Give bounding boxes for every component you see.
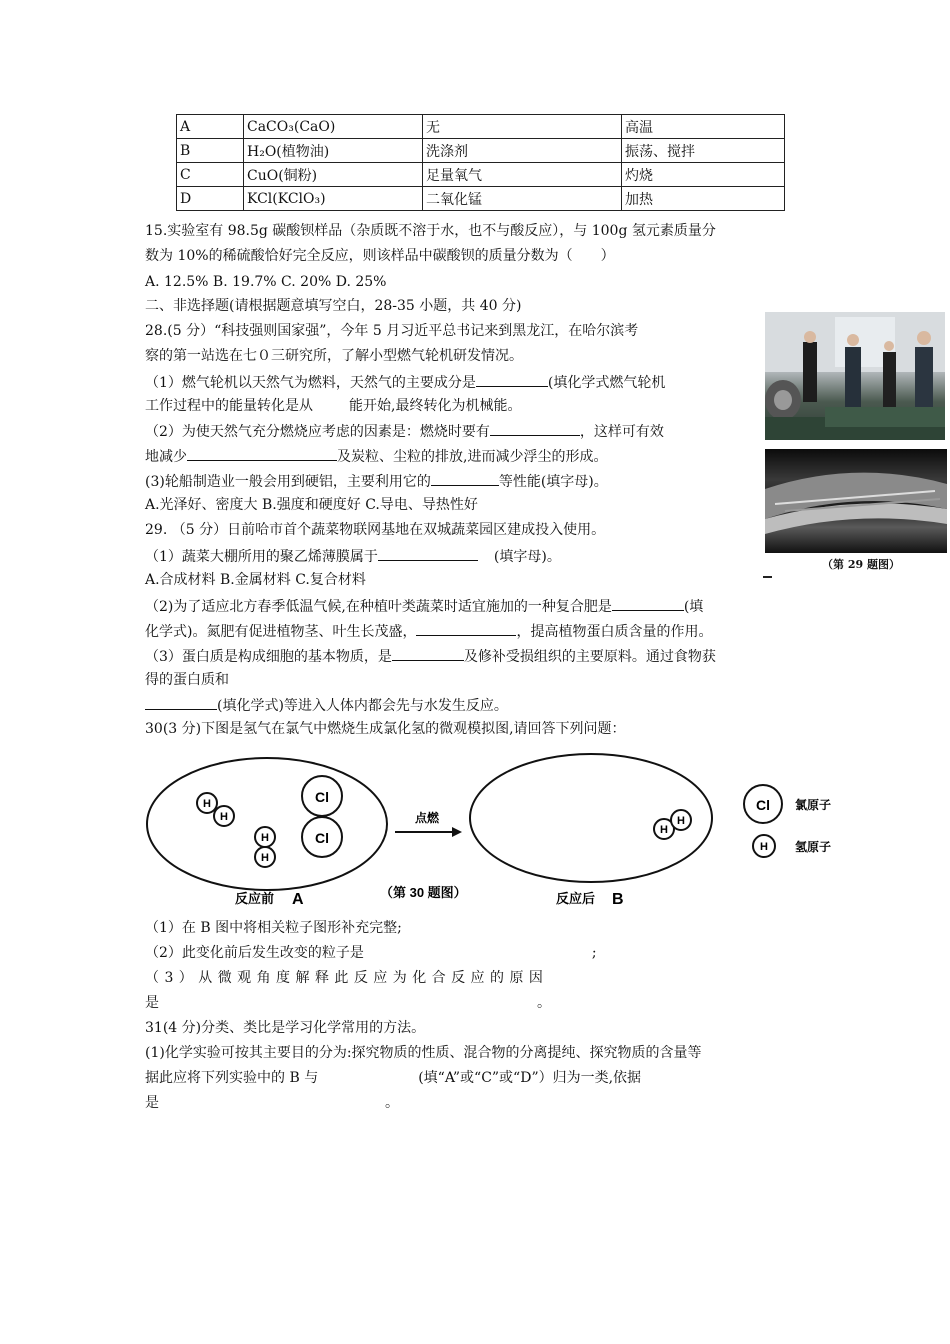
option-cell: 振荡、搅拌 <box>622 139 785 163</box>
q29-blank-1[interactable] <box>378 546 478 561</box>
option-cell: 无 <box>423 115 622 139</box>
q28-p1-text: （1）燃气轮机以天然气为燃料，天然气的主要成分是 <box>145 375 476 391</box>
q28-p3-tail: 等性能(填字母)。 <box>498 474 608 490</box>
option-cell: H₂O(植物油) <box>244 139 423 163</box>
q30-sub2 <box>145 944 597 962</box>
q28-p1-tail: (填化学式燃气轮机 <box>547 375 666 391</box>
q28-photo <box>765 312 945 440</box>
q30-sub1: （1）在 B 图中将相关粒子图形补充完整; <box>145 920 402 936</box>
q28-part1 <box>145 372 665 392</box>
greenhouse-scene <box>765 449 947 553</box>
q28-part2 <box>145 421 664 441</box>
q29-caption: （第 29 题图） <box>822 558 900 571</box>
option-letter: A <box>177 115 244 139</box>
q29-p1-tail: (填字母)。 <box>493 549 561 565</box>
option-cell: 二氧化锰 <box>423 187 622 211</box>
q29-l5-text: 化学式)。氮肥有促进植物茎、叶生长茂盛， <box>145 624 417 640</box>
h-atom-label: H <box>660 824 668 836</box>
h2-molecule-1 <box>197 793 234 826</box>
options-row <box>177 139 785 163</box>
section-heading: 二、非选择题(请根据题意填写空白，28-35 小题，共 40 分) <box>145 298 522 314</box>
before-label: 反应前 <box>235 891 275 906</box>
q29-l8-text: (填化学式)等进入人体内都会先与水发生反应。 <box>217 698 508 714</box>
option-letter: D <box>177 187 244 211</box>
q28-line6 <box>145 446 607 466</box>
q28-blank-3[interactable] <box>490 421 580 436</box>
q30-diagram <box>140 746 860 916</box>
q29-p2-text: （2)为了适应北方春季低温气候,在种植叶类蔬菜时适宜施加的一种复合肥是 <box>145 599 612 615</box>
h-atom-label: H <box>203 798 211 810</box>
arrow-head <box>452 827 462 837</box>
q29-p3-tail: 及修补受损组织的主要原料。通过食物获 <box>463 649 716 665</box>
q29-blank-4[interactable] <box>392 646 464 661</box>
legend-cl-symbol: Cl <box>756 797 770 813</box>
option-cell: 高温 <box>622 115 785 139</box>
options-table <box>176 114 785 211</box>
q31-l3-tail: (填“A”或“C”或“D”）归为一类,依据 <box>418 1070 642 1086</box>
q28-line2: 察的第一站选在七０三研究所，了解小型燃气轮机研发情况。 <box>145 348 523 364</box>
q30-caption: （第 30 题图） <box>380 885 467 900</box>
legend <box>744 785 831 857</box>
q31-l4-tail: 。 <box>385 1095 399 1111</box>
q29-line5 <box>145 621 712 641</box>
q29-p1-text: （1）蔬菜大棚所用的聚乙烯薄膜属于 <box>145 549 378 565</box>
q29-blank-2[interactable] <box>612 596 684 611</box>
q29-part3 <box>145 646 716 666</box>
q31-line1: 31(4 分)分类、类比是学习化学常用的方法。 <box>145 1020 426 1036</box>
q28-blank-1[interactable] <box>476 372 548 387</box>
q28-part3 <box>145 471 608 491</box>
q31-l4-text: 是 <box>145 1095 159 1111</box>
option-cell: 足量氧气 <box>423 163 622 187</box>
q15-line1: 15.实验室有 98.5g 碳酸钡样品（杂质既不溶于水，也不与酸反应），与 100g 氢元素质量分 <box>145 223 716 239</box>
q29-p2-tail: (填 <box>683 599 704 615</box>
q28-line1: 28.(5 分）“科技强则国家强”，今年 5 月习近平总书记来到黑龙江，在哈尔滨考 <box>145 323 639 339</box>
q29-blank-5[interactable] <box>145 695 217 710</box>
cl-atom-label: Cl <box>315 789 329 805</box>
q29-options: A.合成材料 B.金属材料 C.复合材料 <box>145 572 366 588</box>
q28-line4 <box>145 397 521 415</box>
q28-p2-tail: ，这样可有效 <box>579 424 664 440</box>
q15-choices: A. 12.5% B. 19.7% C. 20% D. 25% <box>145 274 387 290</box>
q28-p2-text: （2）为使天然气充分燃烧应考虑的因素是：燃烧时要有 <box>145 424 490 440</box>
q28-blank-5[interactable] <box>431 471 499 486</box>
before-letter: A <box>292 891 304 908</box>
after-letter: B <box>612 891 624 908</box>
q28-l4-tail: 能开始,最终转化为机械能。 <box>349 398 522 414</box>
q28-p3-text: (3)轮船制造业一般会用到硬铝，主要利用它的 <box>145 474 431 490</box>
options-row <box>177 163 785 187</box>
legend-h-label: 氢原子 <box>795 840 832 854</box>
option-cell: CuO(铜粉) <box>244 163 423 187</box>
cl2-molecule <box>302 776 342 857</box>
q28-options: A.光泽好、密度大 B.强度和硬度好 C.导电、导热性好 <box>145 497 478 513</box>
legend-cl-label: 氯原子 <box>795 798 832 812</box>
q30-s2-tail: ; <box>591 945 597 961</box>
option-cell: 洗涤剂 <box>423 139 622 163</box>
arrow-label: 点燃 <box>414 811 440 825</box>
option-cell: 灼烧 <box>622 163 785 187</box>
h-atom-label: H <box>220 811 228 823</box>
stray-mark <box>763 576 772 578</box>
option-cell: 加热 <box>622 187 785 211</box>
options-row <box>177 187 785 211</box>
q15-line2: 数为 10%的稀硫酸恰好完全反应，则该样品中碳酸钡的质量分数为（ ） <box>145 248 615 264</box>
h-atom-label: H <box>261 852 269 864</box>
q29-line8 <box>145 695 508 715</box>
cl-atom-label: Cl <box>315 830 329 846</box>
q31-l3-text: 据此应将下列实验中的 B 与 <box>145 1070 319 1086</box>
q30-s2-text: （2）此变化前后发生改变的粒子是 <box>145 945 364 961</box>
q28-blank-4[interactable] <box>187 446 337 461</box>
q28-l6-text: 地减少 <box>145 449 187 465</box>
h2-molecule-2 <box>255 827 275 867</box>
q29-part1 <box>145 546 561 566</box>
before-ellipse <box>147 758 387 890</box>
option-cell: CaCO₃(CaO) <box>244 115 423 139</box>
photo-scene <box>765 312 945 440</box>
option-letter: C <box>177 163 244 187</box>
q31-line4 <box>145 1094 399 1112</box>
q29-part2 <box>145 596 703 616</box>
q30-s3-shi: 是 <box>145 995 159 1011</box>
q29-p3-text: （3）蛋白质是构成细胞的基本物质，是 <box>145 649 392 665</box>
q30-line1: 30(3 分)下图是氢气在氯气中燃烧生成氯化氢的微观模拟图,请回答下列问题： <box>145 721 626 737</box>
q29-blank-3[interactable] <box>416 621 516 636</box>
q28-l6-tail: 及炭粒、尘粒的排放,进而减少浮尘的形成。 <box>337 449 608 465</box>
q29-l5-tail: ，提高植物蛋白质含量的作用。 <box>516 624 713 640</box>
q29-line7: 得的蛋白质和 <box>145 672 229 688</box>
q31-line3 <box>145 1069 641 1087</box>
q30-sub3: （ 3 ） 从 微 观 角 度 解 释 此 反 应 为 化 合 反 应 的 原 因 <box>145 970 544 986</box>
after-label: 反应后 <box>556 891 596 906</box>
q29-photo <box>765 449 947 553</box>
q31-line2: (1)化学实验可按其主要目的分为:探究物质的性质、混合物的分离提纯、探究物质的含量等 <box>145 1045 702 1061</box>
q30-s3-end: 。 <box>537 995 551 1011</box>
q28-l4-text: 工作过程中的能量转化是从 <box>145 398 313 414</box>
h2-molecule-after <box>654 810 691 839</box>
option-letter: B <box>177 139 244 163</box>
option-cell: KCl(KClO₃) <box>244 187 423 211</box>
q29-line1: 29. （5 分）日前哈市首个蔬菜物联网基地在双城蔬菜园区建成投入使用。 <box>145 522 606 538</box>
legend-h-symbol: H <box>760 841 768 853</box>
h-atom-label: H <box>261 832 269 844</box>
q30-sub3-cont <box>145 994 551 1012</box>
options-row <box>177 115 785 139</box>
h-atom-label: H <box>677 815 685 827</box>
